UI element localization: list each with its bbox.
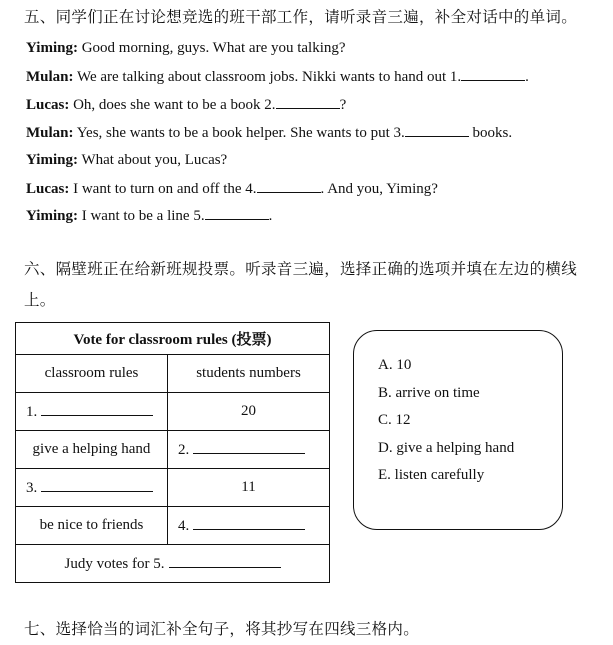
section6-heading-line1: 六、隔壁班正在给新班规投票。听录音三遍，选择正确的选项并填在左边的横线 [24, 261, 578, 278]
section7-heading: 七、选择恰当的词汇补全句子，将其抄写在四线三格内。 [24, 621, 420, 638]
speaker: Yiming: [26, 152, 78, 168]
table-title-row [16, 323, 330, 355]
table-row [16, 431, 330, 469]
speaker: Yiming: [26, 40, 78, 56]
speaker: Mulan: [26, 125, 74, 141]
answer-blank-4[interactable] [257, 178, 321, 193]
speaker: Lucas: [26, 97, 70, 113]
answer-blank-table-3[interactable] [41, 479, 153, 492]
table-row [16, 507, 330, 545]
table-cell [16, 393, 168, 431]
dialogue-text-after: ? [339, 97, 347, 113]
column-header: classroom rules [16, 355, 168, 393]
option-item: E. listen carefully [378, 467, 485, 483]
speaker: Yiming: [26, 208, 78, 224]
table-cell [168, 431, 330, 469]
answer-blank-2[interactable] [276, 94, 340, 109]
dialogue-line-7 [26, 205, 272, 226]
option-item: C. 12 [378, 412, 411, 428]
dialogue-text-after: . [268, 208, 273, 224]
dialogue-text-after: . [525, 69, 529, 85]
dialogue-line-2 [26, 66, 529, 87]
dialogue-line-1 [26, 38, 346, 58]
dialogue-line-5 [26, 150, 227, 170]
vote-table [15, 322, 330, 583]
table-cell: give a helping hand [16, 431, 168, 469]
dialogue-text: Oh, does she want to be a book 2. [73, 97, 276, 113]
footer-text: Judy votes for 5. [64, 555, 165, 572]
table-header-row [16, 355, 330, 393]
speaker: Lucas: [26, 181, 70, 197]
row-number: 1. [26, 403, 38, 420]
table-footer-row [16, 545, 330, 583]
dialogue-line-4 [26, 122, 512, 143]
row-number: 4. [178, 517, 190, 534]
dialogue-text: Good morning, guys. What are you talking? [81, 40, 346, 56]
speaker: Mulan: [26, 69, 74, 85]
answer-blank-table-5[interactable] [169, 555, 281, 568]
options-box [353, 330, 563, 530]
table-footer [16, 545, 330, 583]
table-cell [16, 469, 168, 507]
section6-heading-line2: 上。 [24, 292, 56, 309]
answer-blank-table-1[interactable] [41, 403, 153, 416]
option-item: A. 10 [378, 357, 412, 373]
row-number: 2. [178, 441, 190, 458]
table-row [16, 469, 330, 507]
table-cell: be nice to friends [16, 507, 168, 545]
answer-blank-3[interactable] [405, 122, 469, 137]
dialogue-line-6 [26, 178, 438, 199]
answer-blank-5[interactable] [205, 205, 269, 220]
option-item: B. arrive on time [378, 384, 480, 401]
dialogue-text-after: . And you, Yiming? [320, 181, 438, 197]
answer-blank-table-2[interactable] [193, 441, 305, 454]
table-cell [168, 507, 330, 545]
section5-heading: 五、同学们正在讨论想竞选的班干部工作，请听录音三遍，补全对话中的单词。 [24, 9, 578, 26]
table-row [16, 393, 330, 431]
dialogue-text: Yes, she wants to be a book helper. She wants to put 3. [76, 125, 405, 141]
column-header: students numbers [168, 355, 330, 393]
dialogue-text: I want to turn on and off the 4. [73, 181, 257, 197]
table-title: Vote for classroom rules (投票) [16, 323, 330, 355]
table-cell: 11 [168, 469, 330, 507]
answer-blank-table-4[interactable] [193, 517, 305, 530]
answer-blank-1[interactable] [461, 66, 525, 81]
dialogue-text: I want to be a line 5. [81, 208, 205, 224]
dialogue-text-after: books. [468, 125, 513, 141]
dialogue-text: What about you, Lucas? [81, 152, 228, 168]
option-item: D. give a helping hand [378, 439, 515, 456]
row-number: 3. [26, 479, 38, 496]
table-cell: 20 [168, 393, 330, 431]
dialogue-line-3 [26, 94, 346, 115]
dialogue-text: We are talking about classroom jobs. Nikki wants to hand out 1. [77, 69, 462, 85]
